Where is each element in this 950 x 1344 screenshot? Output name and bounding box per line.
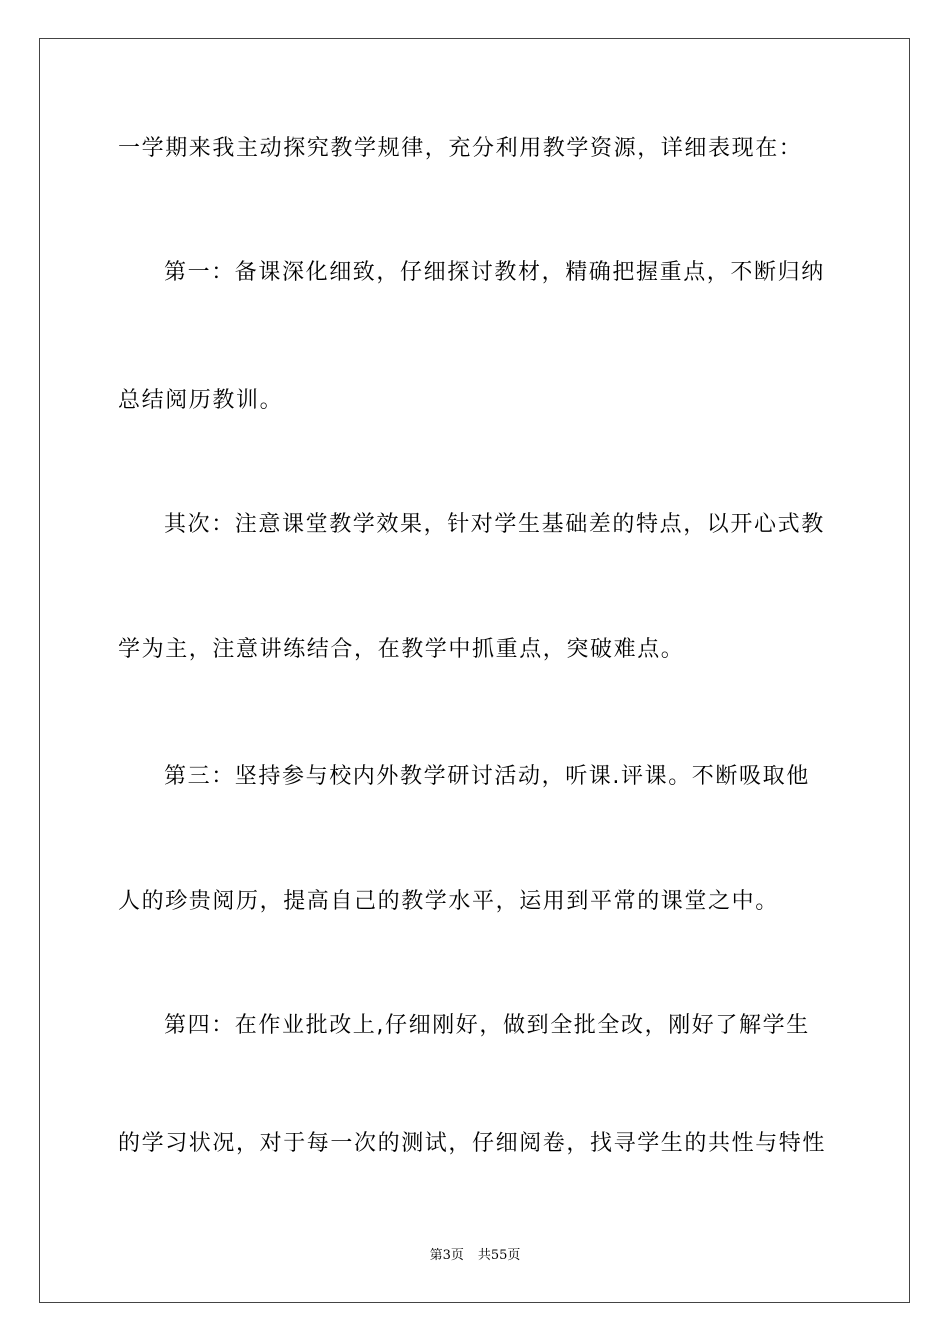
body-text-line: 第四：在作业批改上,仔细刚好，做到全批全改，刚好了解学生 [164, 1013, 810, 1038]
body-text-line: 其次：注意课堂教学效果，针对学生基础差的特点，以开心式教 [164, 512, 825, 537]
body-text-line: 第一：备课深化细致，仔细探讨教材，精确把握重点，不断归纳 [164, 260, 825, 285]
body-text-line: 学为主，注意讲练结合，在教学中抓重点，突破难点。 [118, 637, 685, 662]
page-footer [0, 1247, 950, 1265]
total-pages: 共55页 [477, 1248, 521, 1263]
page-frame [39, 38, 910, 1303]
body-text-line: 人的珍贵阅历，提高自己的教学水平，运用到平常的课堂之中。 [118, 889, 779, 914]
body-text-line: 一学期来我主动探究教学规律，充分利用教学资源，详细表现在： [118, 136, 803, 161]
body-text-line: 第三：坚持参与校内外教学研讨活动，听课.评课。不断吸取他 [164, 764, 810, 789]
body-text-line: 总结阅历教训。 [118, 388, 284, 413]
page-number: 第3页 [429, 1248, 464, 1263]
body-text-line: 的学习状况，对于每一次的测试，仔细阅卷，找寻学生的共性与特性 [118, 1131, 827, 1156]
